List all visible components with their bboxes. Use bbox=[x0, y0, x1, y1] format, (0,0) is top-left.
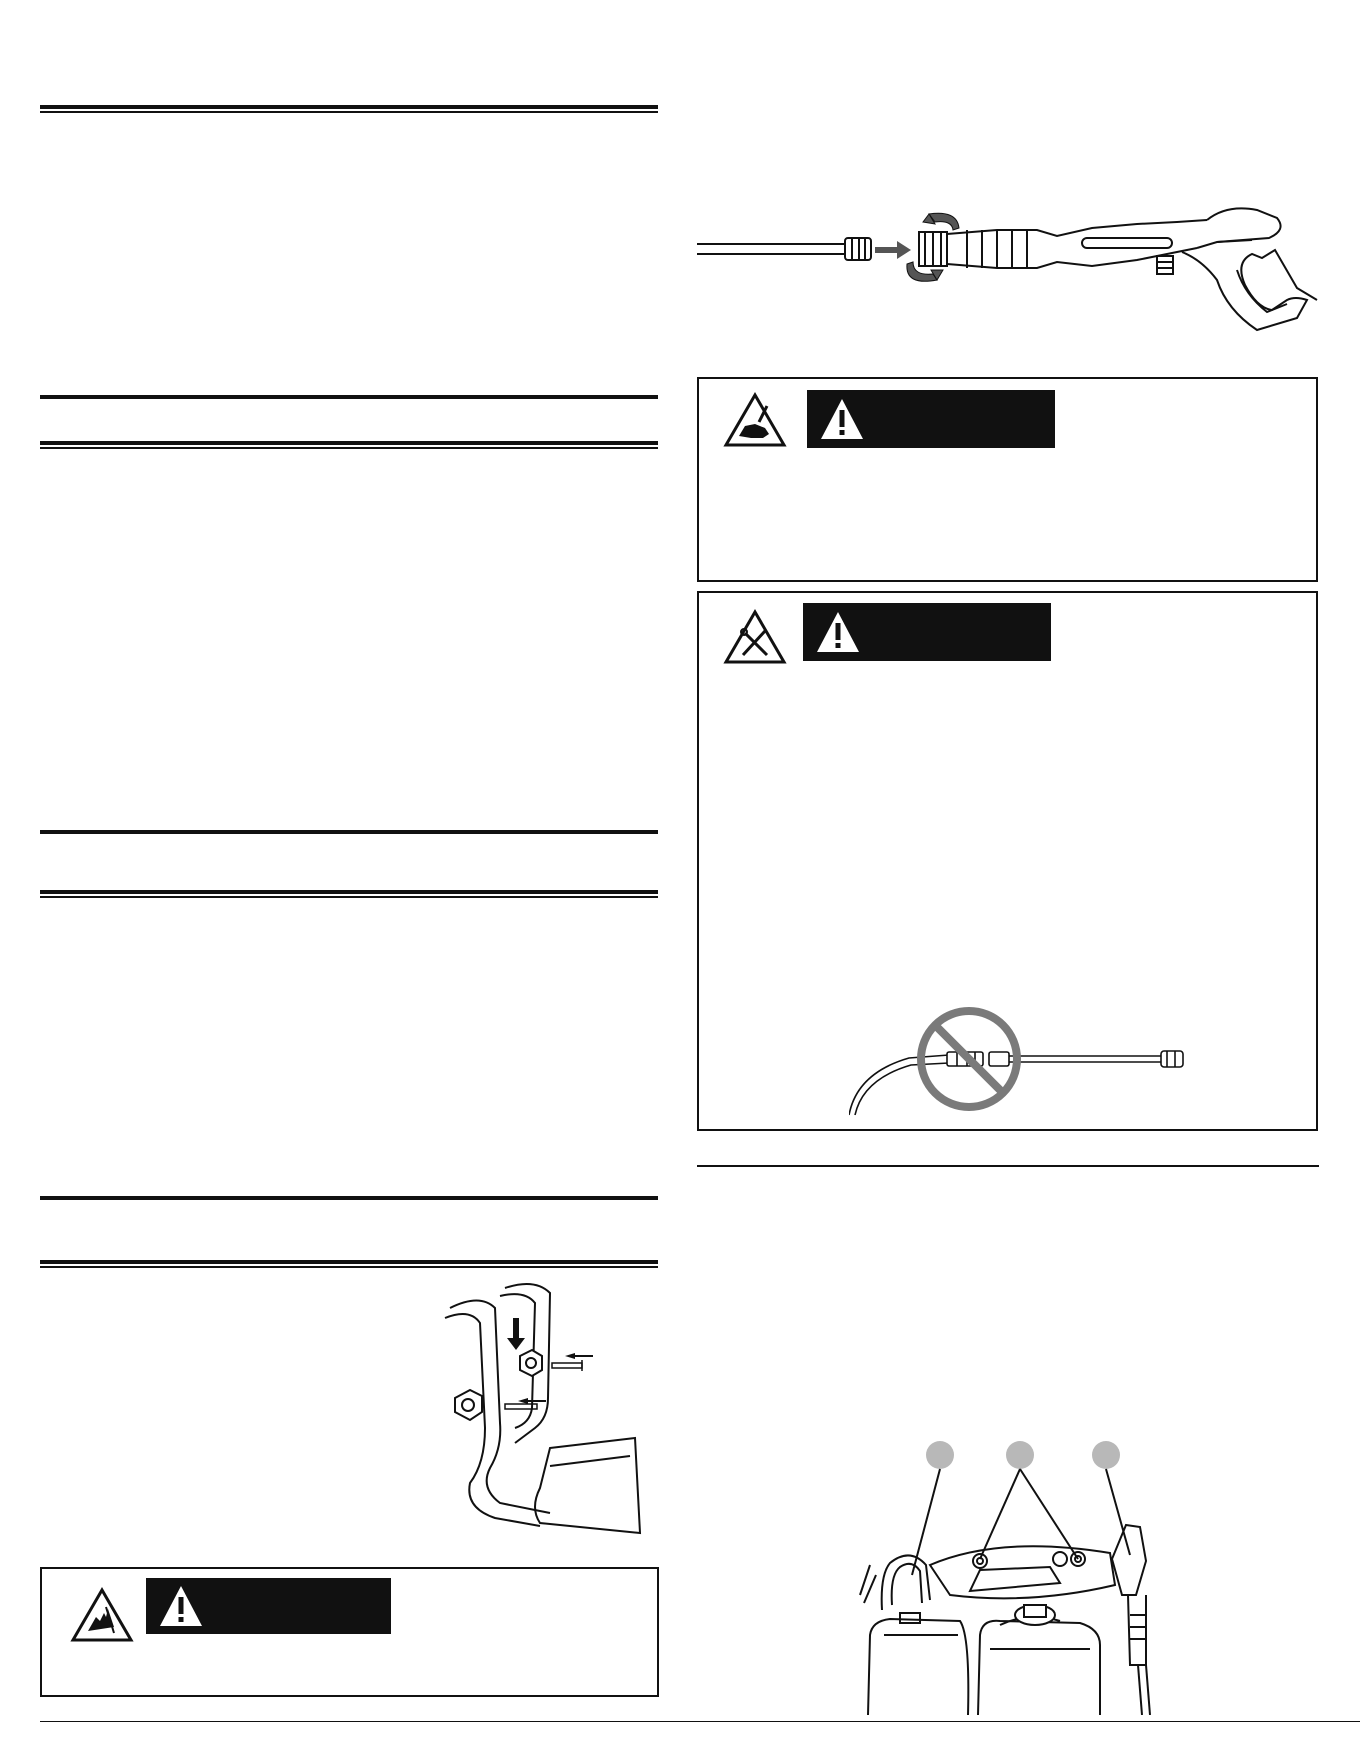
warning-pinch-point bbox=[40, 1567, 659, 1697]
section-rule-5 bbox=[40, 890, 658, 898]
callout-circle-1 bbox=[926, 1441, 954, 1469]
section-rule-1 bbox=[40, 105, 658, 113]
high-pressure-injection-icon bbox=[723, 392, 787, 448]
prohibited-wand-extension-illustration bbox=[849, 1003, 1209, 1123]
section-rule-7 bbox=[40, 1260, 658, 1268]
warning-signal-banner bbox=[803, 603, 1051, 661]
pressure-washer-connections-illustration bbox=[850, 1435, 1190, 1715]
exclamation-triangle-icon bbox=[815, 610, 861, 654]
warning-high-pressure-spray bbox=[697, 377, 1318, 582]
section-rule-2 bbox=[40, 395, 658, 399]
callout-circle-3 bbox=[1092, 1441, 1120, 1469]
exclamation-triangle-icon bbox=[158, 1584, 204, 1628]
section-rule-right bbox=[697, 1165, 1319, 1167]
section-rule-6 bbox=[40, 1196, 658, 1200]
warning-no-modification bbox=[697, 591, 1318, 1131]
section-rule-4 bbox=[40, 830, 658, 834]
warning-signal-banner bbox=[146, 1578, 391, 1634]
warning-signal-banner bbox=[807, 390, 1055, 448]
pinch-point-hand-icon bbox=[70, 1587, 134, 1643]
exclamation-triangle-icon bbox=[819, 397, 865, 441]
callout-circle-2 bbox=[1006, 1441, 1034, 1469]
footer-rule bbox=[40, 1721, 1360, 1722]
handle-assembly-illustration bbox=[440, 1278, 650, 1538]
wand-gun-connection-illustration bbox=[697, 200, 1322, 360]
section-rule-3 bbox=[40, 441, 658, 449]
no-modification-tools-icon bbox=[723, 609, 787, 665]
